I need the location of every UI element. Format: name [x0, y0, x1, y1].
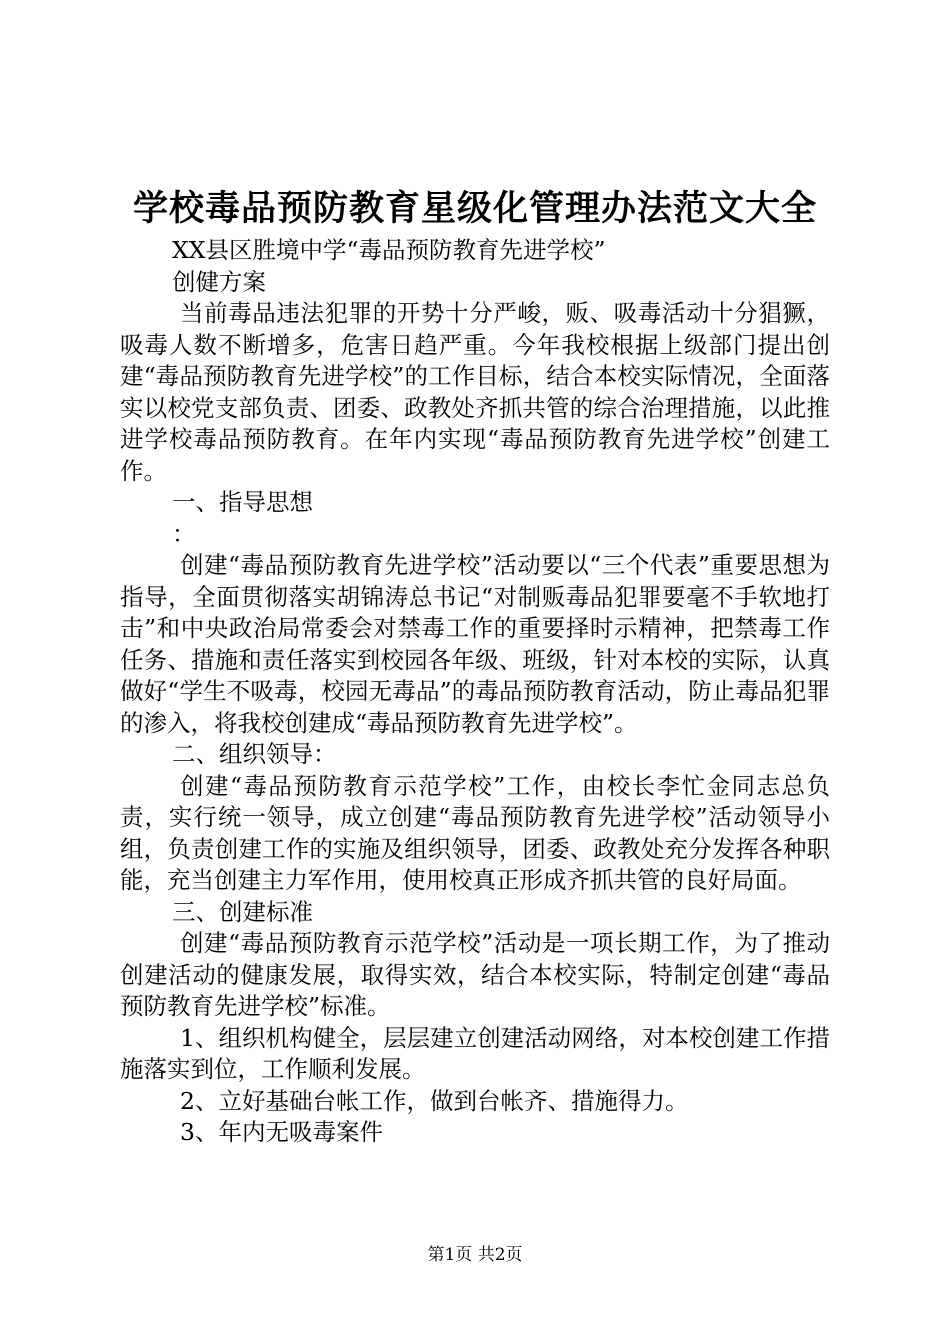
section-1-paragraph: 创建“毒品预防教育先进学校”活动要以“三个代表”重要思想为指导，全面贯彻落实胡锦涛总书记“对制贩毒品犯罪要毫不手软地打击”和中央政治局常委会对禁毒工作的重要择时示精神，把禁毒工作任务、措施和责任落实到校园各年级、班级，针对本校的实际，认真做好“学生不吸毒，校园无毒品”的毒品预防教育活动，防止毒品犯罪的渗入，将我校创建成“毒品预防教育先进学校”。	[120, 551, 830, 737]
section-2-paragraph: 创建“毒品预防教育示范学校”工作，由校长李忙金同志总负责，实行统一领导，成立创建“毒品预防教育先进学校”活动领导小组，负责创建工作的实施及组织领导，团委、政教处充分发挥各种职能，充当创建主力军作用，使用校真正形成齐抓共管的良好局面。	[120, 771, 830, 894]
section-2-heading: 二、组织领导：	[172, 740, 337, 768]
section-1-heading: 一、指导思想	[172, 488, 313, 516]
section-3-paragraph: 创建“毒品预防教育示范学校”活动是一项长期工作，为了推动创建活动的健康发展，取得实效，结合本校实际，特制定创建“毒品预防教育先进学校”标准。	[120, 929, 830, 1020]
subtitle-line-2: 创健方案	[172, 267, 266, 296]
section-1-colon: ：	[172, 519, 196, 548]
standard-item-2: 2、立好基础台帐工作，做到台帐齐、措施得力。	[180, 1086, 689, 1115]
section-3-heading: 三、创建标准	[172, 897, 313, 926]
standard-item-1: 1、组织机构健全，层层建立创建活动网络，对本校创建工作措施落实到位，工作顺利发展。	[120, 1023, 830, 1083]
page-number-footer: 第1页 共2页	[427, 1245, 523, 1265]
document-title: 学校毒品预防教育星级化管理办法范文大全	[132, 188, 817, 229]
document-body	[120, 235, 830, 1149]
standard-item-3: 3、年内无吸毒案件	[180, 1118, 383, 1146]
subtitle-line-1: XX县区胜境中学“毒品预防教育先进学校”	[172, 236, 606, 264]
intro-paragraph: 当前毒品违法犯罪的开势十分严峻，贩、吸毒活动十分猖獗，吸毒人数不断增多，危害日趋严重。今年我校根据上级部门提出创建“毒品预防教育先进学校”的工作目标，结合本校实际情况，全面落实以校党支部负责、团委、政教处齐抓共管的综合治理措施，以此推进学校毒品预防教育。在年内实现“毒品预防教育先进学校”创建工作。	[120, 299, 830, 485]
